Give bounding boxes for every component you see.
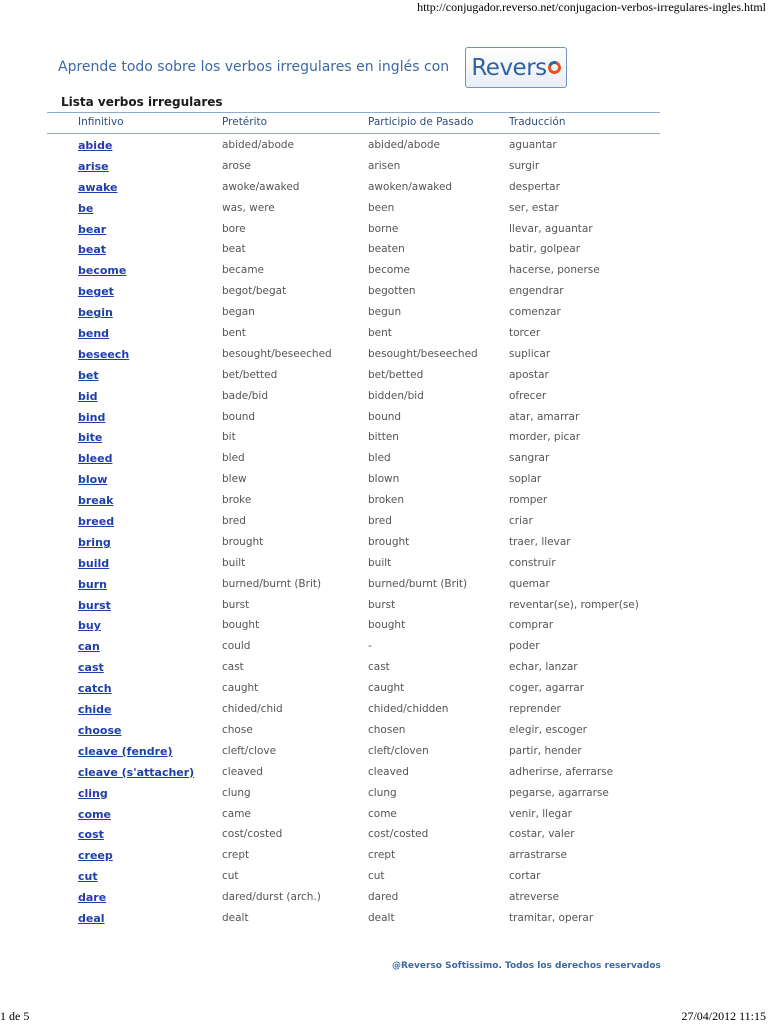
verb-link[interactable]: break: [78, 494, 114, 508]
traduccion-cell: engendrar: [509, 285, 564, 298]
table-row: [47, 176, 660, 197]
participio-cell: abided/abode: [368, 139, 440, 151]
preterito-cell: bore: [222, 222, 246, 235]
table-row: [47, 489, 660, 510]
preterito-cell: became: [222, 264, 265, 277]
preterito-cell: brought: [222, 535, 264, 548]
participio-cell: besought/beseeched: [368, 347, 478, 360]
preterito-cell: bound: [222, 410, 256, 423]
preterito-cell: bent: [222, 327, 246, 340]
preterito-cell: abided/abode: [222, 139, 294, 151]
participio-cell: beaten: [368, 243, 405, 256]
column-header-participio: Participio de Pasado: [368, 116, 474, 128]
preterito-cell: broke: [222, 494, 252, 507]
verbs-table: [47, 112, 660, 928]
table-row: [47, 531, 660, 552]
participio-cell: cut: [368, 870, 385, 883]
verb-link[interactable]: choose: [78, 723, 122, 737]
preterito-cell: could: [222, 640, 251, 653]
verb-link[interactable]: cleave (s'attacher): [78, 765, 195, 779]
table-row: [47, 552, 660, 573]
verb-link[interactable]: deal: [78, 911, 105, 925]
preterito-cell: crept: [222, 849, 250, 862]
table-row: [47, 761, 660, 782]
verb-link[interactable]: beget: [78, 285, 114, 299]
verb-link[interactable]: beseech: [78, 347, 130, 361]
participio-cell: cost/costed: [368, 828, 429, 841]
participio-cell: crept: [368, 849, 396, 862]
traduccion-cell: comenzar: [509, 306, 561, 319]
participio-cell: blown: [368, 473, 400, 486]
traduccion-cell: comprar: [509, 619, 554, 632]
participio-cell: burned/burnt (Brit): [368, 577, 468, 590]
traduccion-cell: construir: [509, 556, 556, 569]
verb-link[interactable]: buy: [78, 619, 101, 633]
table-row: [47, 155, 660, 176]
verb-link[interactable]: cast: [78, 661, 104, 675]
participio-cell: cleaved: [368, 765, 409, 778]
participio-cell: dealt: [368, 911, 395, 924]
verb-link[interactable]: cut: [78, 870, 98, 884]
preterito-cell: burned/burnt (Brit): [222, 577, 322, 590]
verb-link[interactable]: begin: [78, 306, 113, 320]
preterito-cell: arose: [222, 159, 251, 172]
table-row: [47, 594, 660, 615]
table-row: [47, 426, 660, 447]
participio-cell: chided/chidden: [368, 703, 449, 716]
table-row: [47, 907, 660, 928]
table-row: [47, 823, 660, 844]
participio-cell: become: [368, 264, 411, 277]
preterito-cell: besought/beseeched: [222, 347, 332, 360]
table-row: [47, 343, 660, 364]
participio-cell: burst: [368, 598, 396, 611]
verb-link[interactable]: arise: [78, 159, 109, 173]
participio-cell: begotten: [368, 285, 416, 298]
table-row: [47, 238, 660, 259]
traduccion-cell: torcer: [509, 327, 541, 340]
verb-link[interactable]: bid: [78, 389, 98, 403]
preterito-cell: came: [222, 807, 251, 820]
table-header: [47, 112, 660, 134]
traduccion-cell: hacerse, ponerse: [509, 264, 600, 277]
participio-cell: borne: [368, 222, 399, 235]
traduccion-cell: reprender: [509, 703, 561, 716]
participio-cell: bidden/bid: [368, 389, 424, 402]
participio-cell: dared: [368, 891, 399, 904]
traduccion-cell: morder, picar: [509, 431, 581, 444]
table-row: [47, 134, 660, 155]
traduccion-cell: quemar: [509, 577, 550, 590]
preterito-cell: bred: [222, 515, 246, 528]
participio-cell: -: [368, 640, 372, 653]
preterito-cell: bet/betted: [222, 368, 278, 381]
verb-link[interactable]: bring: [78, 535, 111, 549]
reverso-logo[interactable]: [465, 47, 567, 88]
traduccion-cell: venir, llegar: [509, 807, 572, 820]
traduccion-cell: ser, estar: [509, 201, 559, 214]
verb-link[interactable]: beat: [78, 243, 107, 257]
table-row: [47, 865, 660, 886]
participio-cell: chosen: [368, 723, 406, 736]
preterito-cell: clung: [222, 786, 251, 799]
preterito-cell: bade/bid: [222, 389, 269, 402]
logo-swirl-icon: [546, 59, 563, 76]
traduccion-cell: pegarse, agarrarse: [509, 786, 609, 799]
print-url: http://conjugador.reverso.net/conjugacion-verbos-irregulares-ingles.html: [417, 0, 766, 14]
participio-cell: cast: [368, 661, 390, 674]
preterito-cell: began: [222, 306, 255, 319]
column-header-preterito: Pretérito: [222, 116, 268, 128]
verb-link[interactable]: awake: [78, 180, 118, 194]
participio-cell: built: [368, 556, 392, 569]
traduccion-cell: criar: [509, 515, 533, 528]
preterito-cell: built: [222, 556, 246, 569]
verb-link[interactable]: build: [78, 556, 110, 570]
table-row: [47, 447, 660, 468]
table-row: [47, 197, 660, 218]
table-row: [47, 280, 660, 301]
table-body: [47, 134, 660, 928]
traduccion-cell: poder: [509, 640, 540, 653]
verb-link[interactable]: catch: [78, 682, 112, 696]
participio-cell: broken: [368, 494, 404, 507]
list-title: Lista verbos irregulares: [61, 95, 223, 109]
preterito-cell: bit: [222, 431, 236, 444]
table-row: [47, 614, 660, 635]
table-row: [47, 740, 660, 761]
participio-cell: bet/betted: [368, 368, 424, 381]
print-page-number: 1 de 5: [0, 1009, 30, 1023]
table-row: [47, 218, 660, 239]
participio-cell: brought: [368, 535, 410, 548]
verb-link[interactable]: cling: [78, 786, 108, 800]
verb-link[interactable]: bleed: [78, 452, 113, 466]
preterito-cell: bought: [222, 619, 260, 632]
traduccion-cell: sangrar: [509, 452, 550, 465]
copyright-footer: @Reverso Softissimo. Todos los derechos reservados: [392, 961, 661, 971]
traduccion-cell: reventar(se), romper(se): [509, 598, 639, 611]
verb-link[interactable]: breed: [78, 515, 115, 529]
traduccion-cell: romper: [509, 494, 548, 507]
traduccion-cell: surgir: [509, 159, 540, 172]
traduccion-cell: llevar, aguantar: [509, 222, 593, 235]
traduccion-cell: partir, hender: [509, 744, 582, 757]
participio-cell: bent: [368, 327, 392, 340]
verb-link[interactable]: dare: [78, 891, 107, 905]
logo-text: Revers: [471, 54, 547, 81]
preterito-cell: beat: [222, 243, 246, 256]
traduccion-cell: cortar: [509, 870, 541, 883]
preterito-cell: burst: [222, 598, 250, 611]
table-row: [47, 406, 660, 427]
preterito-cell: was, were: [222, 201, 275, 214]
traduccion-cell: atreverse: [509, 891, 560, 904]
verb-link[interactable]: come: [78, 807, 111, 821]
traduccion-cell: adherirse, aferrarse: [509, 765, 614, 778]
verb-link[interactable]: burst: [78, 598, 111, 612]
table-row: [47, 886, 660, 907]
table-row: [47, 573, 660, 594]
participio-cell: bound: [368, 410, 402, 423]
traduccion-cell: batir, golpear: [509, 243, 581, 256]
traduccion-cell: elegir, escoger: [509, 723, 587, 736]
preterito-cell: blew: [222, 473, 247, 486]
participio-cell: bought: [368, 619, 406, 632]
verb-link[interactable]: creep: [78, 849, 113, 863]
preterito-cell: dared/durst (arch.): [222, 891, 321, 904]
table-row: [47, 510, 660, 531]
verb-link[interactable]: abide: [78, 139, 113, 152]
table-row: [47, 719, 660, 740]
participio-cell: been: [368, 201, 395, 214]
table-row: [47, 322, 660, 343]
verb-link[interactable]: cost: [78, 828, 104, 842]
traduccion-cell: ofrecer: [509, 389, 547, 402]
traduccion-cell: traer, llevar: [509, 535, 571, 548]
table-row: [47, 803, 660, 824]
preterito-cell: dealt: [222, 911, 249, 924]
verb-link[interactable]: become: [78, 264, 127, 278]
verb-link[interactable]: bear: [78, 222, 107, 236]
verb-link[interactable]: cleave (fendre): [78, 744, 173, 758]
table-row: [47, 301, 660, 322]
participio-cell: arisen: [368, 159, 401, 172]
verb-link[interactable]: bend: [78, 327, 110, 341]
verb-link[interactable]: chide: [78, 703, 112, 717]
column-header-traduccion: Traducción: [509, 116, 566, 128]
preterito-cell: cut: [222, 870, 239, 883]
preterito-cell: cleaved: [222, 765, 263, 778]
table-row: [47, 782, 660, 803]
traduccion-cell: despertar: [509, 180, 560, 193]
traduccion-cell: suplicar: [509, 347, 551, 360]
participio-cell: cleft/cloven: [368, 744, 429, 757]
traduccion-cell: tramitar, operar: [509, 911, 594, 924]
traduccion-cell: soplar: [509, 473, 542, 486]
preterito-cell: cast: [222, 661, 244, 674]
traduccion-cell: coger, agarrar: [509, 682, 585, 695]
table-row: [47, 385, 660, 406]
preterito-cell: begot/begat: [222, 285, 287, 298]
participio-cell: begun: [368, 306, 402, 319]
verb-link[interactable]: blow: [78, 473, 108, 487]
table-row: [47, 656, 660, 677]
participio-cell: awoken/awaked: [368, 180, 453, 193]
table-row: [47, 364, 660, 385]
participio-cell: bred: [368, 515, 392, 528]
traduccion-cell: echar, lanzar: [509, 661, 578, 674]
participio-cell: caught: [368, 682, 405, 695]
verb-link[interactable]: bet: [78, 368, 99, 382]
preterito-cell: chided/chid: [222, 703, 283, 716]
participio-cell: clung: [368, 786, 397, 799]
print-datetime: 27/04/2012 11:15: [681, 1009, 766, 1023]
table-row: [47, 698, 660, 719]
preterito-cell: bled: [222, 452, 245, 465]
participio-cell: bitten: [368, 431, 399, 444]
table-row: [47, 677, 660, 698]
preterito-cell: cleft/clove: [222, 744, 277, 757]
verb-link[interactable]: be: [78, 201, 94, 215]
participio-cell: bled: [368, 452, 391, 465]
table-row: [47, 635, 660, 656]
page-title: Aprende todo sobre los verbos irregulares en inglés con: [58, 59, 450, 75]
verb-link[interactable]: bite: [78, 431, 103, 445]
column-header-infinitivo: Infinitivo: [78, 116, 124, 128]
table-row: [47, 259, 660, 280]
traduccion-cell: apostar: [509, 368, 549, 381]
traduccion-cell: aguantar: [509, 139, 557, 151]
table-row: [47, 844, 660, 865]
verb-link[interactable]: bind: [78, 410, 106, 424]
preterito-cell: caught: [222, 682, 259, 695]
preterito-cell: awoke/awaked: [222, 180, 300, 193]
traduccion-cell: costar, valer: [509, 828, 575, 841]
participio-cell: come: [368, 807, 397, 820]
traduccion-cell: atar, amarrar: [509, 410, 580, 423]
verb-link[interactable]: can: [78, 640, 100, 654]
traduccion-cell: arrastrarse: [509, 849, 567, 862]
verb-link[interactable]: burn: [78, 577, 107, 591]
table-row: [47, 468, 660, 489]
preterito-cell: cost/costed: [222, 828, 283, 841]
preterito-cell: chose: [222, 723, 253, 736]
